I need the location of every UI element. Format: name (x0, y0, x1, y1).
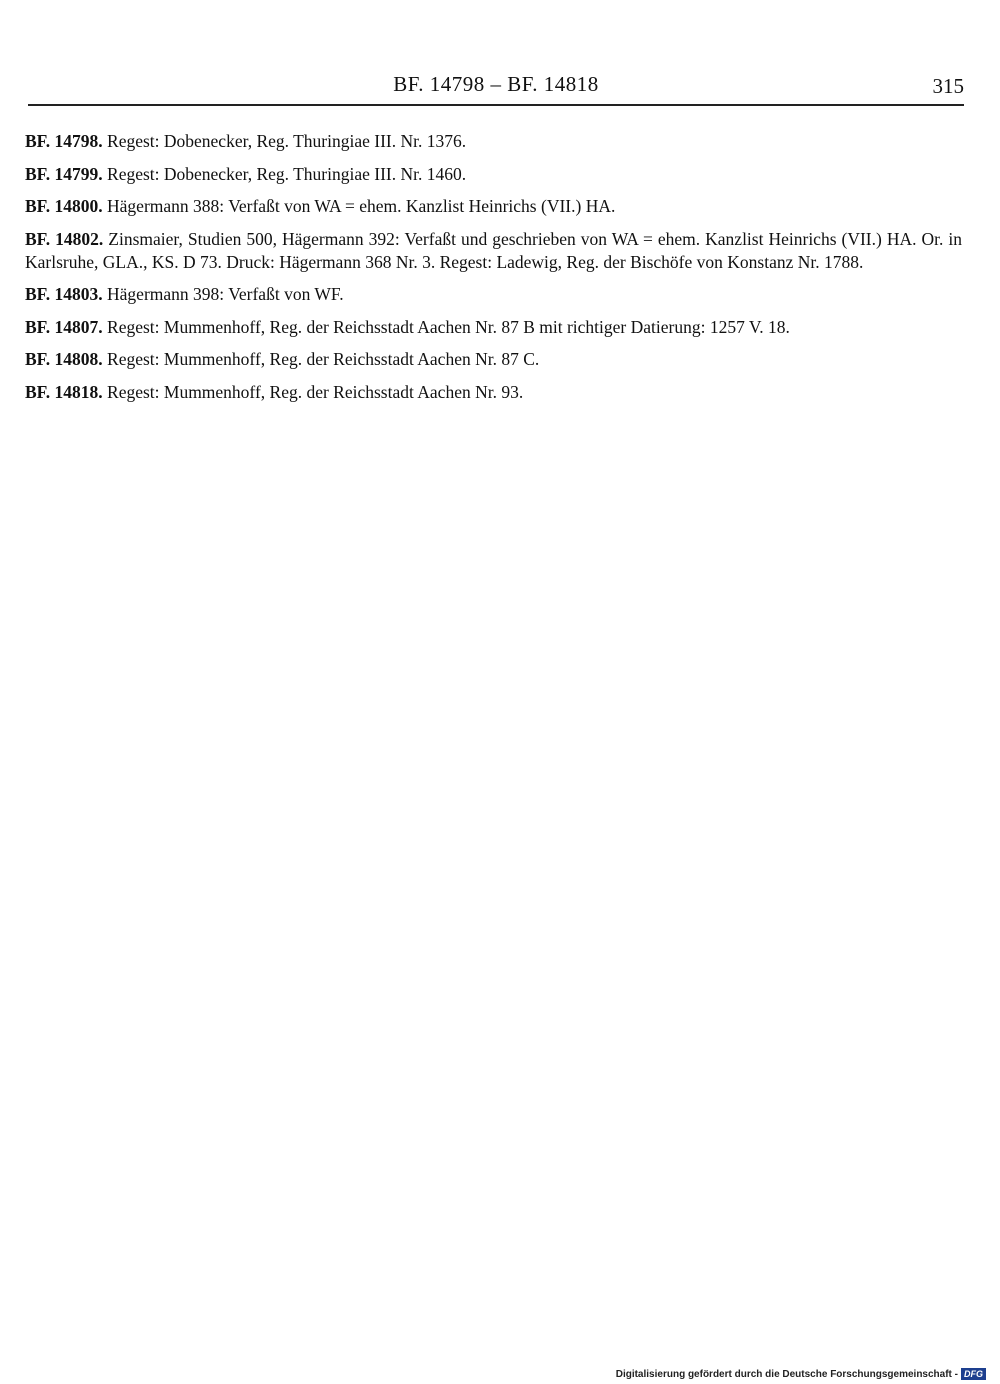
entry-bf-14808 (25, 348, 962, 371)
entry-bf-14798 (25, 130, 962, 153)
entry-text: Regest: Dobenecker, Reg. Thuringiae III. Nr. 1460. (102, 163, 467, 184)
entry-bf-14803 (25, 283, 962, 306)
running-header (28, 70, 964, 104)
entry-text: Regest: Mummenhoff, Reg. der Reichsstadt Aachen Nr. 87 C. (102, 349, 540, 369)
entry-bf-14818 (25, 381, 962, 404)
funding-footer (616, 1368, 986, 1380)
entry-bf-14799 (25, 163, 962, 186)
entry-id: BF. 14818. (25, 381, 103, 402)
entry-text: Zinsmaier, Studien 500, Hägermann 392: Verfaßt und geschrieben von WA = ehem. Kanzlist Heinrichs (VII.) HA. Or. in Karlsruhe, GLA., KS. D 73. Druck: Hägermann 368 Nr. 3. Regest: Ladewig, Reg. der Bischöfe von Konstanz Nr. 1788. (25, 228, 962, 272)
entry-text: Hägermann 398: Verfaßt von WF. (102, 284, 344, 304)
entry-id: BF. 14803. (25, 284, 103, 304)
header-title: BF. 14798 – BF. 14818 (393, 72, 599, 96)
entry-text: Regest: Dobenecker, Reg. Thuringiae III. Nr. 1376. (102, 131, 467, 151)
entry-bf-14807 (25, 316, 962, 339)
header-rule (28, 104, 964, 106)
entry-bf-14802 (25, 228, 962, 274)
page-number: 315 (932, 74, 964, 98)
dfg-logo: DFG (961, 1368, 986, 1380)
entry-bf-14800 (25, 195, 962, 218)
entry-text: Regest: Mummenhoff, Reg. der Reichsstadt Aachen Nr. 87 B mit richtiger Datierung: 1257 V. 18. (102, 316, 790, 337)
entry-id: BF. 14799. (25, 163, 103, 184)
footer-text: Digitalisierung gefördert durch die Deutsche Forschungsgemeinschaft - (615, 1368, 958, 1380)
entry-id: BF. 14808. (25, 349, 103, 369)
entry-list (25, 130, 962, 413)
entry-id: BF. 14800. (25, 196, 103, 216)
entry-id: BF. 14807. (25, 316, 103, 337)
entry-id: BF. 14802. (25, 228, 104, 249)
entry-id: BF. 14798. (25, 131, 103, 151)
entry-text: Hägermann 388: Verfaßt von WA = ehem. Kanzlist Heinrichs (VII.) HA. (102, 196, 616, 216)
entry-text: Regest: Mummenhoff, Reg. der Reichsstadt Aachen Nr. 93. (102, 381, 524, 402)
